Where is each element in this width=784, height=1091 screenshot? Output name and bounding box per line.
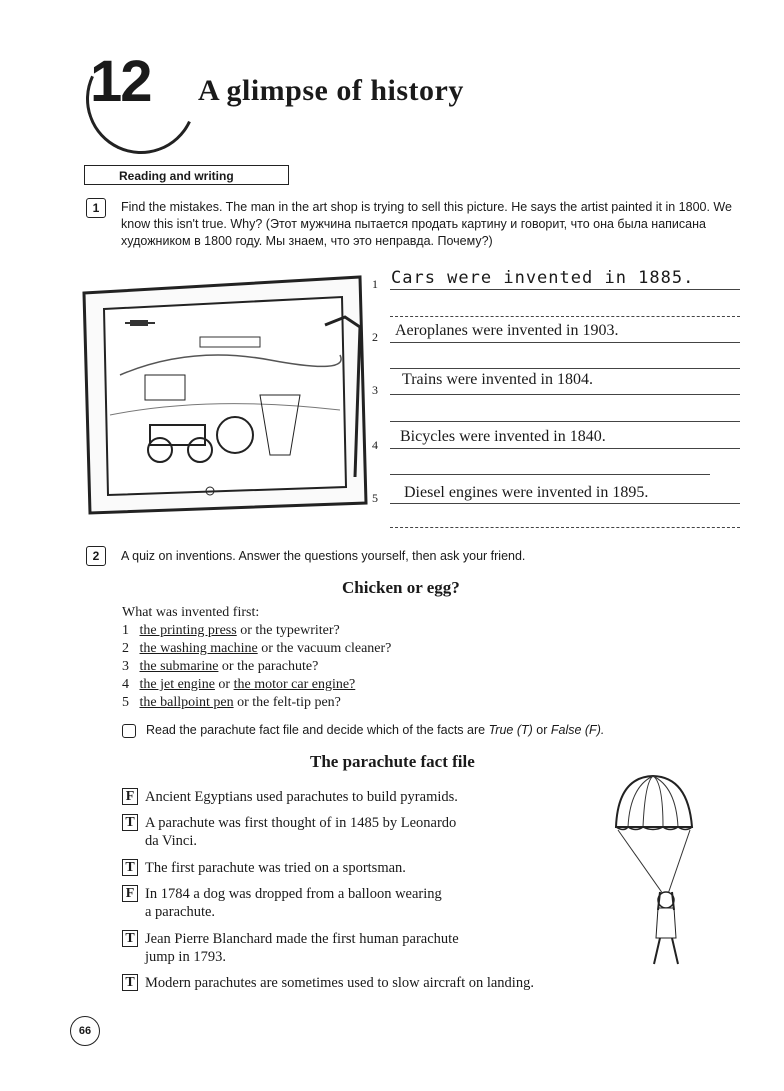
answer-line [390, 421, 740, 422]
quiz-item-number: 1 [122, 623, 129, 638]
answer-line [390, 316, 740, 317]
parachutist-illustration [608, 772, 698, 972]
answer-line [390, 503, 740, 504]
quiz-item-number: 2 [122, 641, 129, 656]
quiz-answer-underlined: the submarine [139, 659, 219, 674]
answer-4-number: 4 [372, 438, 378, 452]
exercise-1-instruction: Find the mistakes. The man in the art shop is trying to sell this picture. He says the artist painted it in 1800. We know this isn't true. Why? (Этот мужчина пытается продать картину и говорит, что она была написана художником в 1800 году. Мы знаем, что это неправда. Почему?) [121, 200, 732, 248]
quiz-item [122, 622, 340, 640]
quiz-item-number: 5 [122, 695, 129, 710]
answer-1-text: Cars were invented in 1885. [391, 268, 695, 288]
answer-line [390, 527, 740, 528]
quiz-item-number: 4 [122, 677, 129, 692]
exercise-1-number: 1 [86, 198, 106, 218]
quiz-answer-underlined: the jet engine [139, 677, 215, 692]
quiz-item-rest: or the vacuum cleaner? [257, 641, 392, 656]
old-picture-illustration [70, 265, 370, 520]
answer-line [390, 368, 740, 369]
unit-number: 12 [90, 49, 151, 114]
fact-mark-box: F [122, 885, 138, 902]
fact-text: Ancient Egyptians used parachutes to build pyramids. [145, 789, 458, 805]
section-label: Reading and writing [84, 165, 289, 185]
fact-file-heading: The parachute fact file [310, 752, 475, 771]
fact-mark-box: T [122, 814, 138, 831]
fact-text: Modern parachutes are sometimes used to slow aircraft on landing. [145, 975, 534, 991]
answer-5-number: 5 [372, 491, 378, 505]
answer-4-text: Bicycles were invented in 1840. [400, 428, 606, 445]
quiz-heading: Chicken or egg? [342, 578, 460, 597]
answer-1-number: 1 [372, 277, 378, 291]
answer-3-text: Trains were invented in 1804. [402, 371, 593, 388]
quiz-item-rest: or [214, 677, 234, 692]
fact-mark-box: T [122, 974, 138, 991]
answer-3-number: 3 [372, 383, 378, 397]
exercise-2-instruction: A quiz on inventions. Answer the questions yourself, then ask your friend. [121, 549, 526, 563]
quiz-item-number: 3 [122, 659, 129, 674]
answer-line [390, 289, 740, 290]
quiz-question: What was invented first: [122, 605, 260, 620]
quiz-item-rest: or the felt-tip pen? [233, 695, 341, 710]
fact-text: A parachute was first thought of in 1485 by Leonardo da Vinci. [145, 815, 457, 849]
fact-mark-box: T [122, 859, 138, 876]
quiz-answer-underlined: the printing press [139, 623, 237, 638]
fact-mark-box: F [122, 788, 138, 805]
answer-5-text: Diesel engines were invented in 1895. [404, 484, 649, 501]
answer-line [390, 342, 740, 343]
answer-line [390, 394, 740, 395]
quiz-item [122, 640, 391, 658]
page-number: 66 [70, 1016, 100, 1046]
quiz-item-rest: or the typewriter? [236, 623, 340, 638]
quiz-item-rest: or the parachute? [218, 659, 319, 674]
unit-title: A glimpse of history [198, 74, 464, 107]
quiz-item [122, 694, 341, 712]
answer-2-text: Aeroplanes were invented in 1903. [395, 322, 619, 339]
fact-mark-box: T [122, 930, 138, 947]
fact-text: Jean Pierre Blanchard made the first human parachute jump in 1793. [145, 931, 459, 965]
exercise-2-number: 2 [86, 546, 106, 566]
quiz-answer-underlined: the washing machine [139, 641, 258, 656]
quiz-item [122, 676, 355, 694]
fact-text: The first parachute was tried on a sportsman. [145, 860, 406, 876]
exercise-3-instruction: Read the parachute fact file and decide which of the facts are True (T) or False (F). [146, 723, 605, 737]
quiz-answer-underlined: the motor car engine? [233, 677, 356, 692]
quiz-item [122, 658, 318, 676]
exercise-3-icon [122, 724, 136, 738]
answer-line [390, 474, 710, 475]
quiz-answer-underlined: the ballpoint pen [139, 695, 234, 710]
answer-line [390, 448, 740, 449]
fact-text: In 1784 a dog was dropped from a balloon wearing a parachute. [145, 886, 442, 920]
answer-2-number: 2 [372, 330, 378, 344]
